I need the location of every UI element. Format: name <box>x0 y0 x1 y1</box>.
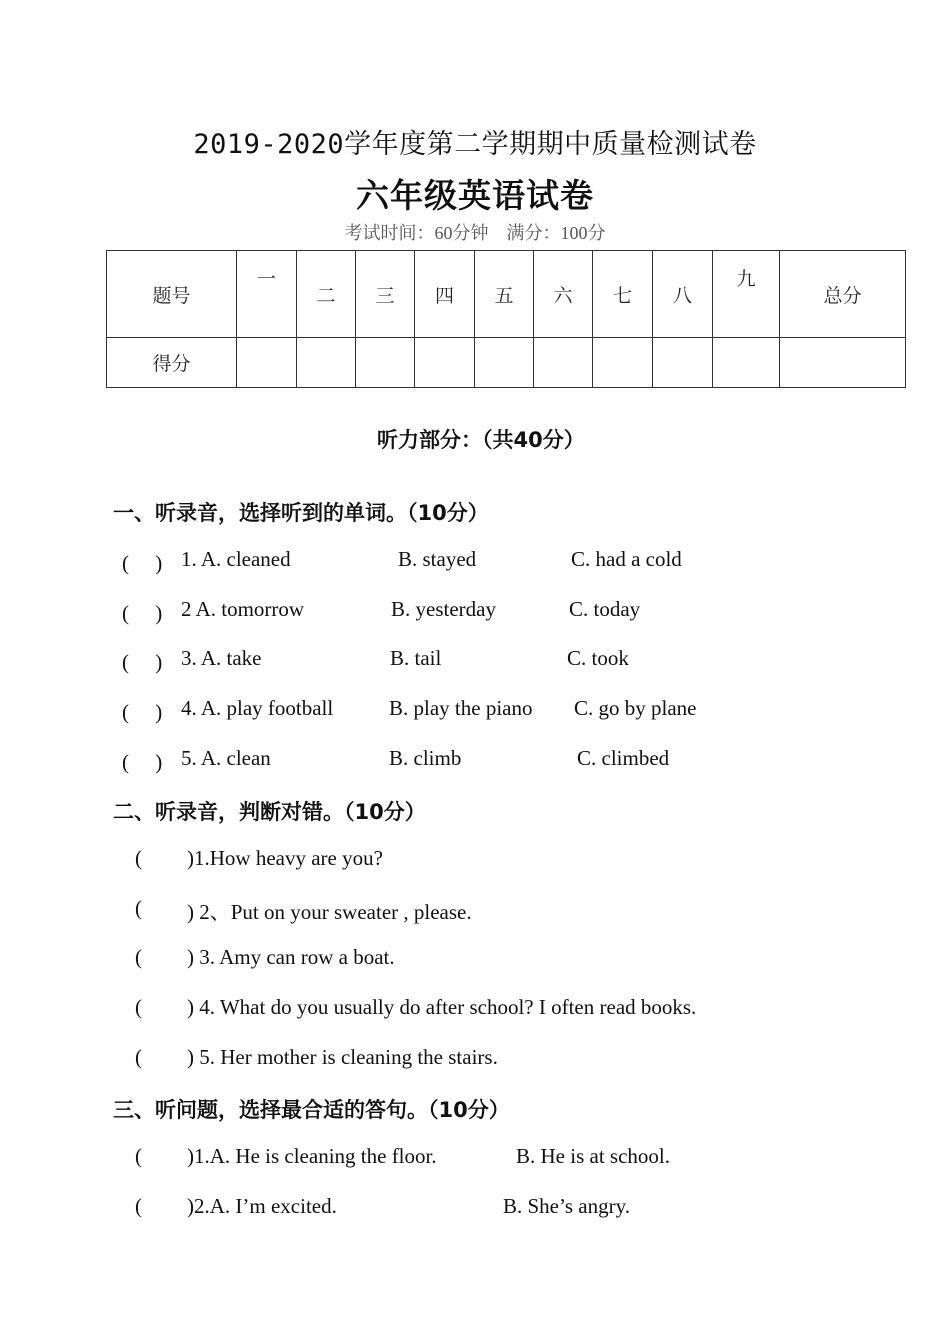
question-option-c: C. climbed <box>577 746 670 770</box>
question-option-a: 2 A. tomorrow <box>181 597 305 621</box>
answer-bracket[interactable]: ( ) <box>122 750 163 774</box>
question-option-b: B. stayed <box>398 547 477 571</box>
question-text: ) 5. Her mother is cleaning the stairs. <box>187 1045 498 1069</box>
score-col-2: 二 <box>297 251 356 338</box>
question-option-c: C. took <box>567 646 629 670</box>
answer-bracket[interactable]: ( <box>135 945 142 969</box>
answer-bracket[interactable]: ( <box>135 1194 142 1218</box>
score-col-5: 五 <box>475 251 534 338</box>
score-cell[interactable] <box>713 338 780 388</box>
score-cell[interactable] <box>356 338 415 388</box>
answer-bracket[interactable]: ( <box>135 846 142 870</box>
score-cell[interactable] <box>593 338 653 388</box>
score-cell[interactable] <box>475 338 534 388</box>
question-option-a: )1.A. He is cleaning the floor. <box>187 1144 437 1168</box>
question-option-b: B. He is at school. <box>516 1144 670 1168</box>
question-option-c: C. today <box>569 597 641 621</box>
question-option-a: 3. A. take <box>181 646 262 670</box>
question-text: ) 3. Amy can row a boat. <box>187 945 395 969</box>
score-col-7: 七 <box>593 251 653 338</box>
score-row-label: 得分 <box>107 338 237 388</box>
score-col-total: 总分 <box>780 251 906 338</box>
score-table <box>106 250 906 388</box>
score-cell[interactable] <box>237 338 297 388</box>
score-cell[interactable] <box>297 338 356 388</box>
score-cell[interactable] <box>653 338 713 388</box>
question-option-a: 5. A. clean <box>181 746 271 770</box>
section3-title: 三、听问题，选择最合适的答句。（10分） <box>113 1098 510 1122</box>
score-col-8: 八 <box>653 251 713 338</box>
exam-title: 2019-2020学年度第二学期期中质量检测试卷 <box>193 129 757 160</box>
question-text: )1.How heavy are you? <box>187 846 383 870</box>
answer-bracket[interactable]: ( <box>135 1045 142 1069</box>
answer-bracket[interactable]: ( ) <box>122 700 163 724</box>
score-cell[interactable] <box>415 338 475 388</box>
question-option-a: 1. A. cleaned <box>181 547 291 571</box>
listening-title: 听力部分：（共40分） <box>377 428 585 452</box>
question-option-b: B. She’s angry. <box>503 1194 630 1218</box>
question-option-b: B. climb <box>389 746 462 770</box>
question-option-c: C. go by plane <box>574 696 697 720</box>
exam-subtitle: 六年级英语试卷 <box>356 176 594 215</box>
section2-title: 二、听录音，判断对错。（10分） <box>113 800 426 824</box>
question-option-b: B. play the piano <box>389 696 533 720</box>
answer-bracket[interactable]: ( <box>135 1144 142 1168</box>
answer-bracket[interactable]: ( ) <box>122 601 163 625</box>
answer-bracket[interactable]: ( <box>135 995 142 1019</box>
question-text: ) 4. What do you usually do after school? I often read books. <box>187 995 697 1019</box>
question-option-c: C. had a cold <box>571 547 682 571</box>
score-cell[interactable] <box>780 338 906 388</box>
score-col-9: 九 <box>713 251 780 338</box>
score-header-label: 题号 <box>107 251 237 338</box>
exam-info: 考试时间：60分钟 满分：100分 <box>344 223 606 243</box>
answer-bracket[interactable]: ( ) <box>122 650 163 674</box>
score-col-4: 四 <box>415 251 475 338</box>
question-option-b: B. tail <box>390 646 442 670</box>
score-col-1: 一 <box>237 251 297 338</box>
answer-bracket[interactable]: ( <box>135 896 142 920</box>
question-option-b: B. yesterday <box>391 597 496 621</box>
score-col-6: 六 <box>534 251 593 338</box>
score-cell[interactable] <box>534 338 593 388</box>
question-option-a: 4. A. play football <box>181 696 334 720</box>
score-col-3: 三 <box>356 251 415 338</box>
question-option-a: )2.A. I’m excited. <box>187 1194 337 1218</box>
question-text: ) 2、Put on your sweater , please. <box>187 900 472 924</box>
section1-title: 一、听录音，选择听到的单词。（10分） <box>113 501 489 525</box>
answer-bracket[interactable]: ( ) <box>122 551 163 575</box>
